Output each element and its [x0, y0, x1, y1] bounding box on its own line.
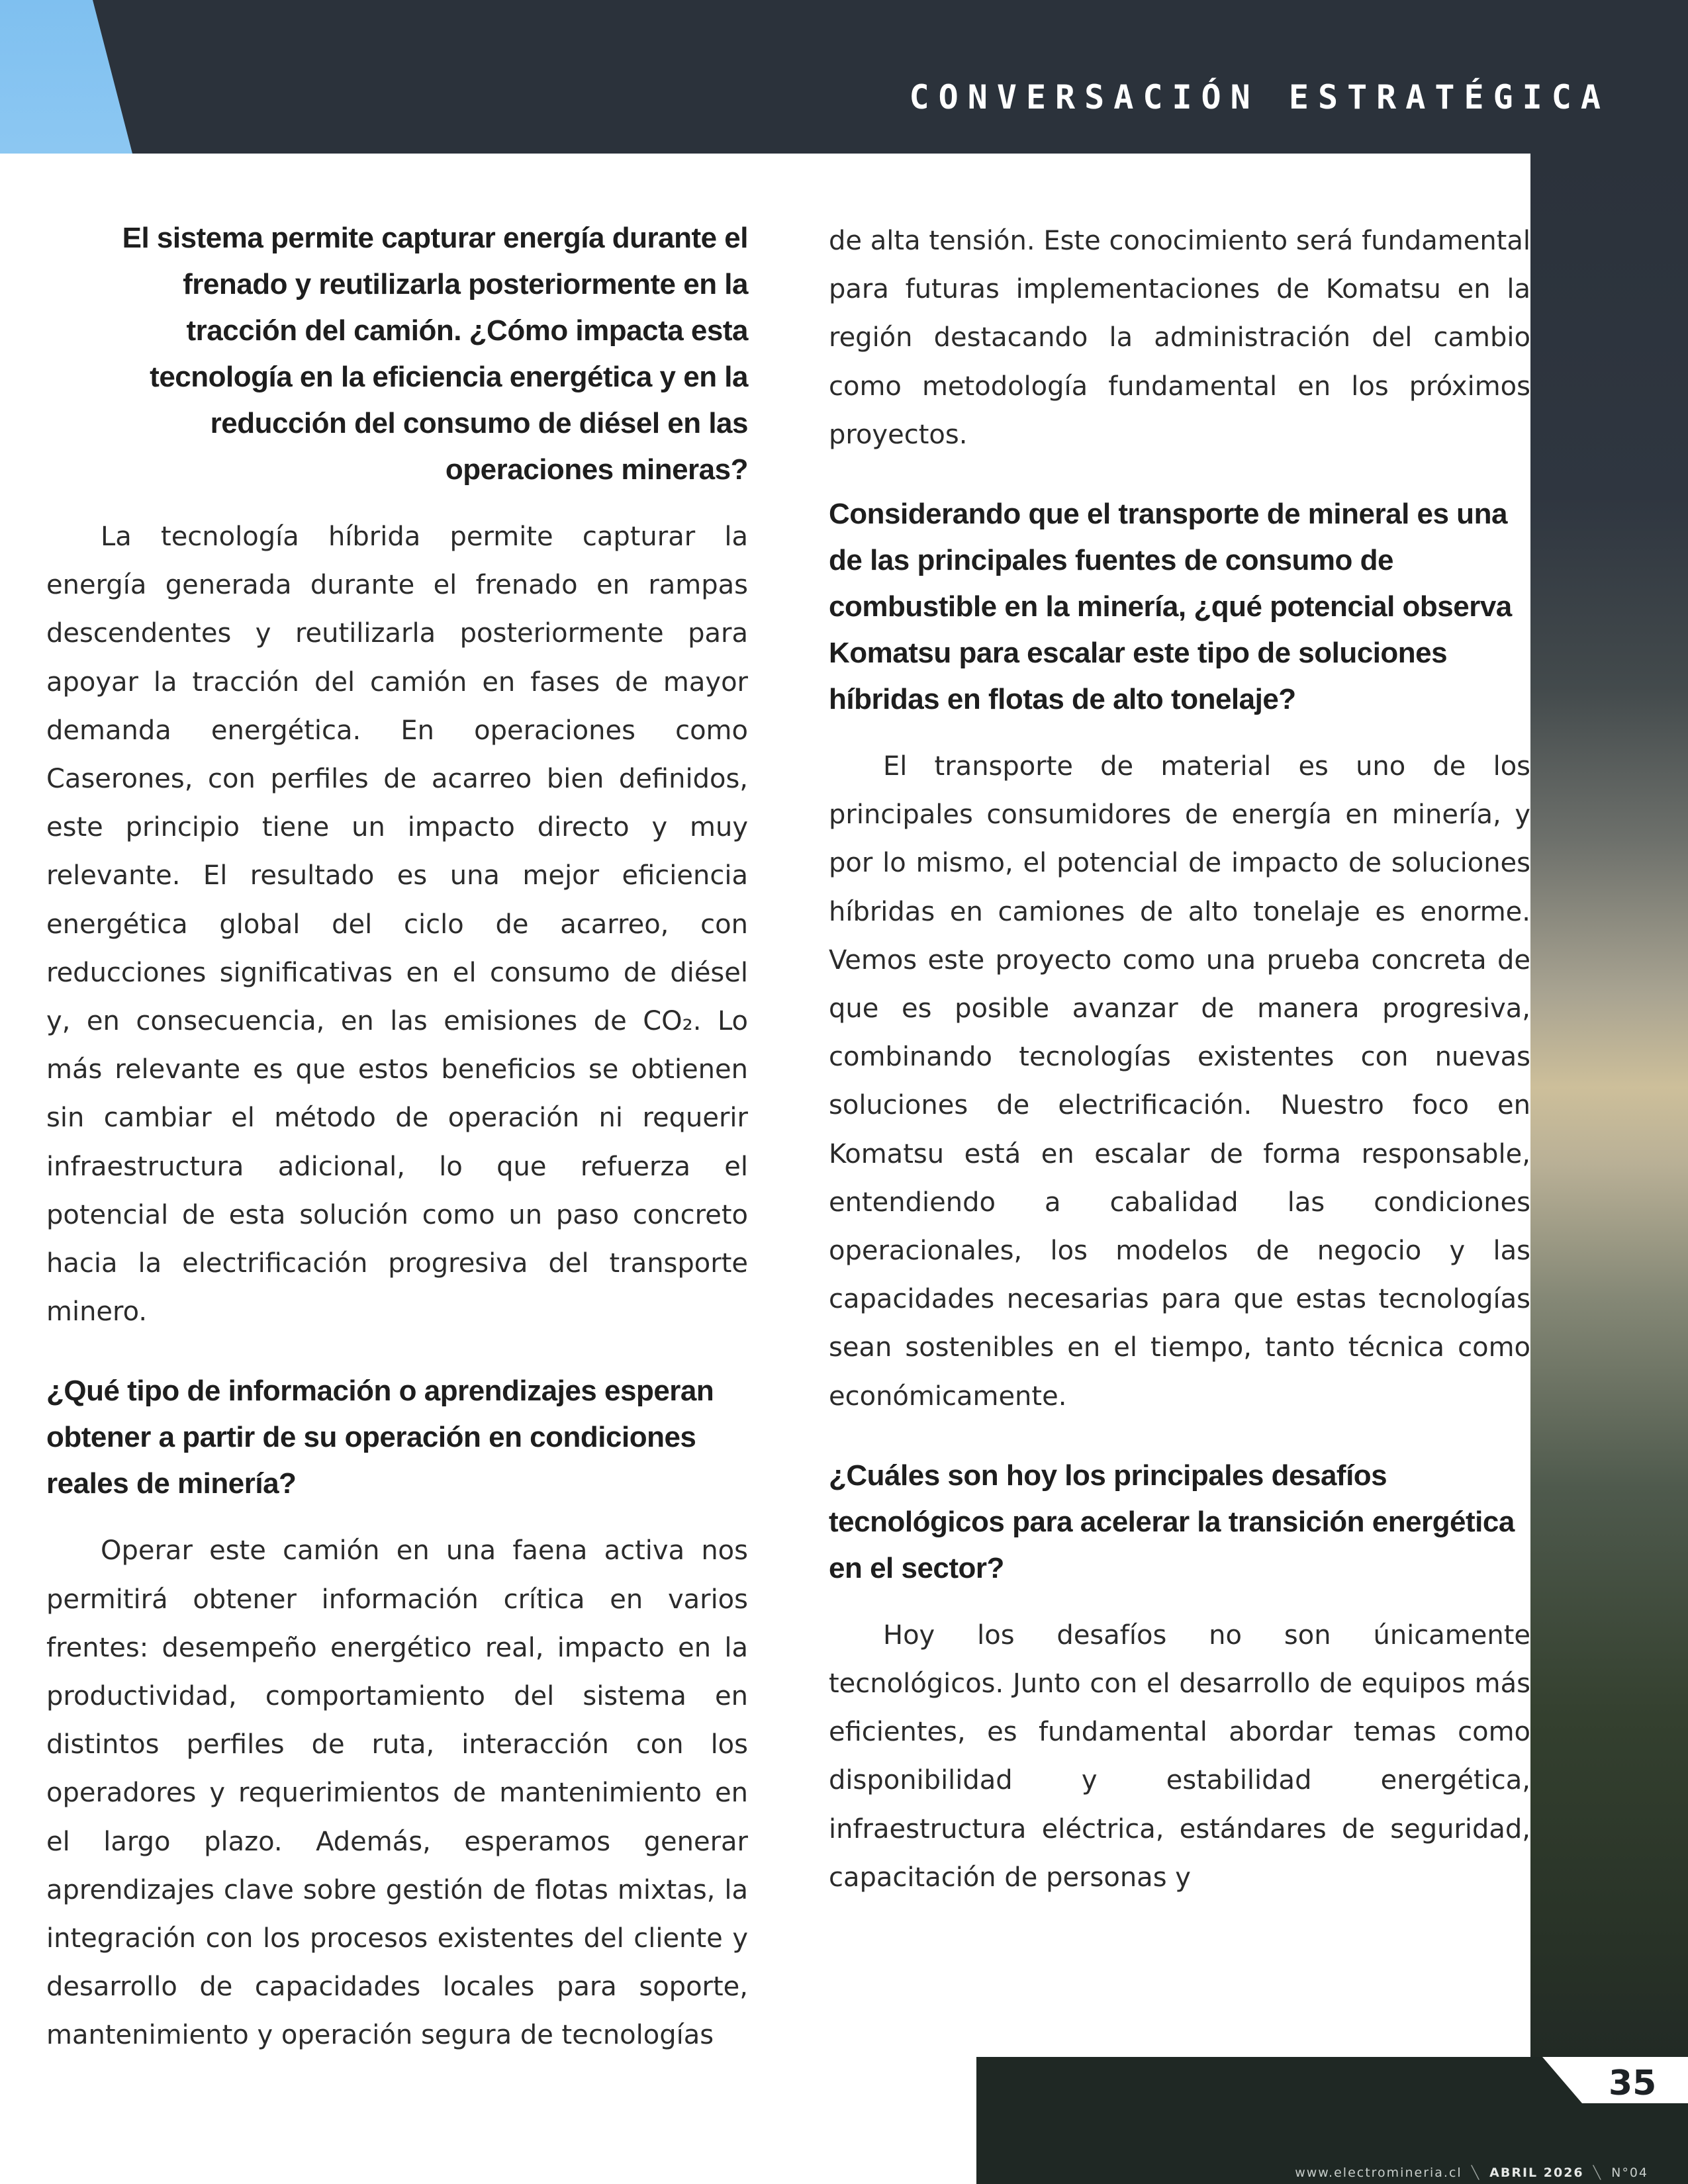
separator-icon: ╲: [1471, 2165, 1481, 2180]
question-heading: Considerando que el transporte de mineral es una de las principales fuentes de consumo de combustible en la minería, ¿qué potencial observa Komatsu para escalar este tipo de soluciones híbridas en flotas de alto tonelaje?: [829, 498, 1512, 716]
answer-paragraph: Operar este camión en una faena activa nos permitirá obtener información crítica en varios frentes: desempeño energético real, impacto en la productividad, comportamiento del sistema en distintos perfiles de ruta, interacción con los operadores y requerimientos de mantenimiento en el largo plazo. Además, esperamos generar aprendizajes clave sobre gestión de flotas mixtas, la integración con los procesos existentes del cliente y desarrollo de capacidades locales para soporte, mantenimiento y operación segura de tecnologías: [46, 1535, 748, 2051]
question-heading: ¿Qué tipo de información o aprendizajes esperan obtener a partir de su operación en condiciones reales de minería?: [46, 1375, 714, 1500]
footer-info: [1295, 2165, 1648, 2180]
separator-icon: ╲: [1593, 2165, 1603, 2180]
question-heading: El sistema permite capturar energía durante el frenado y reutilizarla posteriormente en la tracción del camión. ¿Cómo impacta esta tecnología en la eficiencia energética y en la reducción del consumo de diésel en las operaciones mineras?: [122, 222, 748, 486]
issue-date: ABRIL 2026: [1489, 2165, 1584, 2180]
website-link[interactable]: www.electromineria.cl: [1295, 2165, 1462, 2180]
answer-paragraph: El transporte de material es uno de los principales consumidores de energía en minería, y por lo mismo, el potencial de impacto de soluciones híbridas en camiones de alto tonelaje es enorme. Vemos este proyecto como una prueba concreta de que es posible avanzar de manera progresiva, combinando tecnologías existentes con nuevas soluciones de electrificación. Nuestro foco en Komatsu está en escalar de forma responsable, entendiendo a cabalidad las condiciones operacionales, los modelos de negocio y las capacidades necesarias para que estas tecnologías sean sostenibles en el tiempo, tanto técnica como económicamente.: [829, 751, 1530, 1412]
section-title: CONVERSACIÓN ESTRATÉGICA: [909, 78, 1610, 116]
page-number: 35: [1609, 2064, 1657, 2103]
side-photo-strip: [1530, 154, 1688, 2060]
right-column: [829, 217, 1530, 1902]
left-column: [46, 215, 748, 2060]
issue-number: N°04: [1611, 2165, 1648, 2180]
question-heading: ¿Cuáles son hoy los principales desafíos tecnológicos para acelerar la transición energética en el sector?: [829, 1459, 1515, 1584]
answer-paragraph: Hoy los desafíos no son únicamente tecnológicos. Junto con el desarrollo de equipos más eficientes, es fundamental abordar temas como disponibilidad y estabilidad energética, infraestructura eléctrica, estándares de seguridad, capacitación de personas y: [829, 1619, 1530, 1893]
continued-paragraph: de alta tensión. Este conocimiento será fundamental para futuras implementaciones de Komatsu en la región destacando la administración del cambio como metodología fundamental en los próximos proyectos.: [829, 226, 1530, 450]
header-band: [0, 0, 1688, 154]
answer-paragraph: La tecnología híbrida permite capturar la energía generada durante el frenado en rampas descendentes y reutilizarla posteriormente para apoyar la tracción del camión en fases de mayor demanda energética. En operaciones como Caserones, con perfiles de acarreo bien definidos, este principio tiene un impacto directo y muy relevante. El resultado es una mejor eficiencia energética global del ciclo de acarreo, con reducciones significativas en el consumo de diésel y, en consecuencia, en las emisiones de CO₂. Lo más relevante es que estos beneficios se obtienen sin cambiar el método de operación ni requerir infraestructura adicional, lo que refuerza el potencial de esta solución como un paso concreto hacia la electrificación progresiva del transporte minero.: [46, 522, 748, 1328]
